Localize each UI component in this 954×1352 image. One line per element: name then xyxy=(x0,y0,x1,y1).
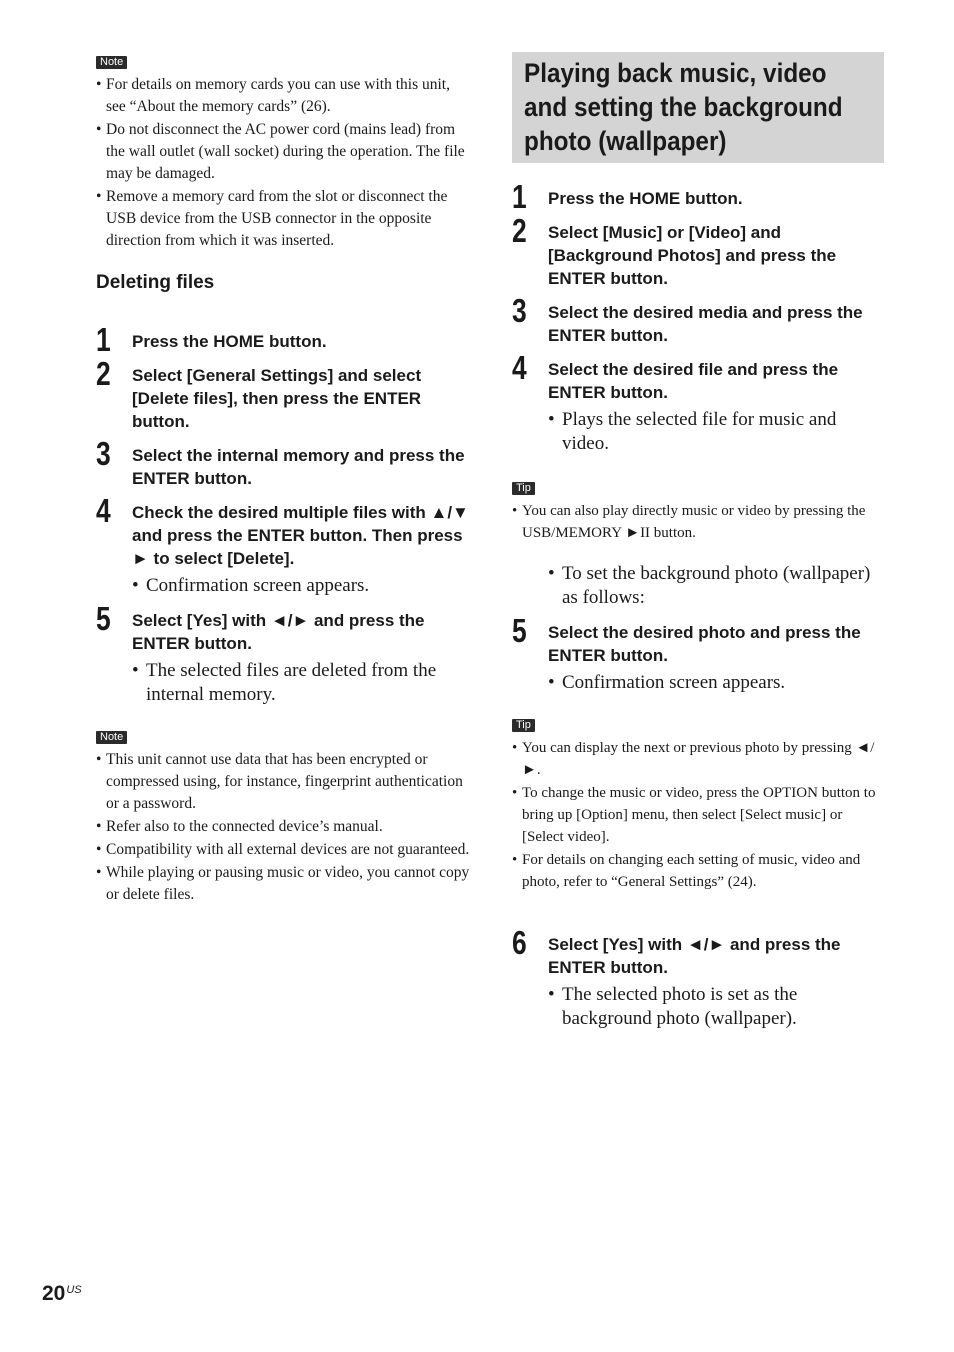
step-number: 3 xyxy=(512,292,527,329)
note-block xyxy=(96,727,470,906)
tip-item: • You can display the next or previous photo by pressing ◄/►. xyxy=(512,737,884,781)
step-2 xyxy=(512,212,884,290)
tip-item: • To change the music or video, press the OPTION button to bring up [Option] menu, then select [Select music] or [Select video]. xyxy=(512,782,884,848)
step-result: • To set the background photo (wallpaper) as follows: xyxy=(548,562,884,610)
section-title-box xyxy=(512,52,884,163)
step-1 xyxy=(96,321,470,358)
tip-block xyxy=(512,715,884,893)
note-item: • While playing or pausing music or video, you cannot copy or delete files. xyxy=(96,862,470,906)
step-number: 5 xyxy=(512,612,527,649)
step-4 xyxy=(512,349,884,456)
step-text: Select [General Settings] and select [Delete files], then press the ENTER button. xyxy=(132,366,422,431)
step-number: 2 xyxy=(96,355,111,392)
left-column xyxy=(96,52,470,907)
page-number-suffix: US xyxy=(66,1284,82,1296)
step-text: Select the desired file and press the ENTER button. xyxy=(548,360,839,402)
note-item: • This unit cannot use data that has been encrypted or compressed using, for instance, fingerprint authentication or a password. xyxy=(96,749,470,815)
step-text: Select the internal memory and press the ENTER button. xyxy=(132,446,465,488)
step-text: Select the desired media and press the ENTER button. xyxy=(548,303,863,345)
section-title: Playing back music, video and setting the background photo (wallpaper) xyxy=(524,58,843,156)
step-text: Select the desired photo and press the ENTER button. xyxy=(548,623,861,665)
step-result: • Plays the selected file for music and video. xyxy=(548,408,884,456)
step-5 xyxy=(512,612,884,695)
wallpaper-intro xyxy=(512,562,884,610)
note-item: • Remove a memory card from the slot or disconnect the USB device from the USB connector in the opposite direction from which it was inserted. xyxy=(96,186,470,252)
step-2 xyxy=(96,355,470,433)
step-text: Select [Yes] with ◄/► and press the ENTER button. xyxy=(548,935,841,977)
right-column xyxy=(512,52,884,1031)
note-list xyxy=(96,749,470,906)
step-text: Press the HOME button. xyxy=(548,189,743,208)
step-number: 6 xyxy=(512,924,527,961)
step-5 xyxy=(96,600,470,707)
step-result: • The selected files are deleted from the internal memory. xyxy=(132,659,470,707)
note-badge: Note xyxy=(96,56,127,69)
note-item: • For details on memory cards you can use with this unit, see “About the memory cards” (26). xyxy=(96,74,470,118)
step-number: 1 xyxy=(96,321,111,358)
step-result: • The selected photo is set as the background photo (wallpaper). xyxy=(548,983,884,1031)
tip-block xyxy=(512,478,884,544)
step-number: 2 xyxy=(512,212,527,249)
tip-item: • You can also play directly music or video by pressing the USB/MEMORY ►II button. xyxy=(512,500,884,544)
step-6 xyxy=(512,924,884,1031)
note-item: • Do not disconnect the AC power cord (mains lead) from the wall outlet (wall socket) during the operation. The file may be damaged. xyxy=(96,119,470,185)
note-item: • Refer also to the connected device’s manual. xyxy=(96,816,470,838)
step-3 xyxy=(96,435,470,490)
step-text: Select [Yes] with ◄/► and press the ENTER button. xyxy=(132,611,425,653)
step-text: Check the desired multiple files with ▲/▼ and press the ENTER button. Then press ► to select [Delete]. xyxy=(132,503,469,568)
page-number-value: 20 xyxy=(42,1282,66,1305)
step-text: Select [Music] or [Video] and [Background Photos] and press the ENTER button. xyxy=(548,223,837,288)
step-number: 4 xyxy=(512,349,527,386)
step-result: • Confirmation screen appears. xyxy=(548,671,884,695)
step-number: 5 xyxy=(96,600,111,637)
step-number: 4 xyxy=(96,492,111,529)
step-result: • Confirmation screen appears. xyxy=(132,574,470,598)
section-subheading: Deleting files xyxy=(96,272,215,293)
tip-badge: Tip xyxy=(512,719,535,732)
note-badge: Note xyxy=(96,731,127,744)
tip-list xyxy=(512,500,884,544)
step-3 xyxy=(512,292,884,347)
step-number: 3 xyxy=(96,435,111,472)
note-item: • Compatibility with all external devices are not guaranteed. xyxy=(96,839,470,861)
tip-item: • For details on changing each setting of music, video and photo, refer to “General Settings” (24). xyxy=(512,849,884,893)
tip-badge: Tip xyxy=(512,482,535,495)
note-list xyxy=(96,74,470,252)
page-number xyxy=(42,1282,82,1306)
tip-list xyxy=(512,737,884,893)
note-block xyxy=(96,52,470,252)
step-number: 1 xyxy=(512,178,527,215)
step-4 xyxy=(96,492,470,598)
step-1 xyxy=(512,178,884,215)
step-text: Press the HOME button. xyxy=(132,332,327,351)
